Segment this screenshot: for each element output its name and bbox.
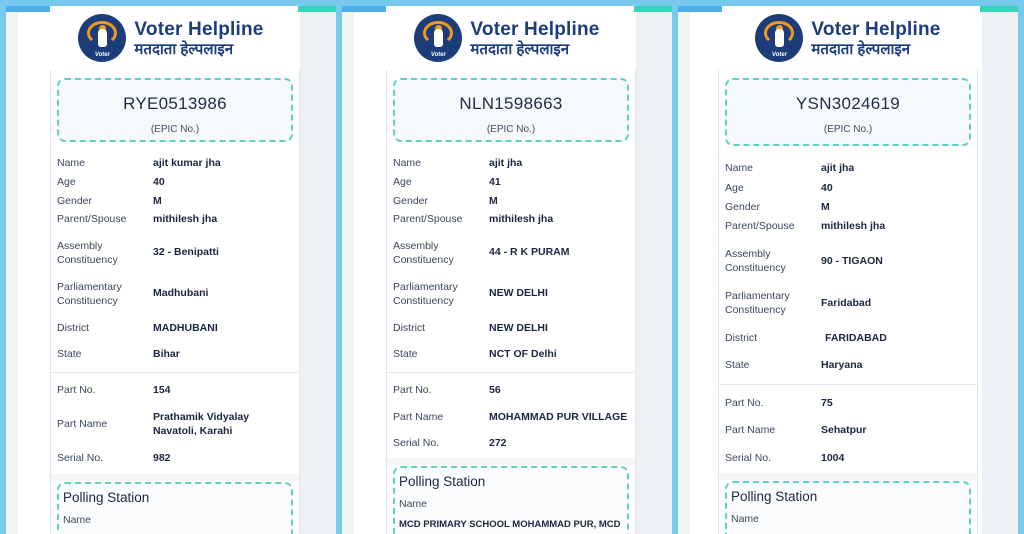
panel-margin bbox=[300, 6, 336, 534]
app-header bbox=[342, 10, 672, 66]
brand-name bbox=[811, 20, 940, 57]
section-divider bbox=[719, 384, 977, 385]
panel-margin bbox=[342, 6, 354, 534]
polling-station-title: Polling Station bbox=[399, 474, 486, 489]
epic-number: RYE0513986 bbox=[123, 94, 227, 113]
brand-title-hi: मतदाता हेल्पलाइन bbox=[134, 40, 234, 58]
polling-station-title: Polling Station bbox=[63, 490, 150, 505]
section-gap bbox=[719, 473, 977, 480]
voter-card-panel-3 bbox=[678, 6, 1018, 534]
voter-helpline-logo-icon: Voter bbox=[78, 14, 126, 62]
polling-station-name-label: Name bbox=[63, 514, 92, 526]
voter-helpline-logo-icon: Voter bbox=[755, 14, 803, 62]
panel-margin bbox=[6, 6, 18, 534]
brand-name bbox=[470, 20, 599, 57]
epic-number: NLN1598663 bbox=[459, 94, 563, 113]
epic-label: (EPIC No.) bbox=[823, 124, 873, 135]
polling-station-box bbox=[393, 466, 629, 534]
panel-margin bbox=[982, 6, 1018, 534]
polling-station-name-label: Name bbox=[731, 513, 760, 525]
section-divider bbox=[51, 372, 299, 373]
voter-card-panel-2 bbox=[342, 6, 672, 534]
section-gap bbox=[387, 458, 635, 465]
brand-title-en: Voter Helpline bbox=[811, 18, 941, 40]
voter-details-card: YSN3024619 (EPIC No.) Name ajit jha Age 40 Gender M Parent/Spouse mithilesh jha Assembly Constituency 90 - TIGAON Parliamentary Constituency Faridabad District FARIDABAD State Haryana Part No. 75 Part Name Sehatpur Serial No. 1004 Polling Station Name bbox=[718, 70, 978, 534]
voter-details-card: RYE0513986 (EPIC No.) Name ajit kumar jha Age 40 Gender M Parent/Spouse mithilesh jha Assembly Constituency 32 - Benipatti Parliamentary Constituency Madhubani District MADHUBANI State Bihar Part No. 154 Part Name Prathamik Vidyalay Navatoli, Karahi Serial No. 982 Polling Station Name bbox=[50, 70, 300, 534]
epic-number: YSN3024619 bbox=[795, 94, 901, 113]
polling-station-name-value: MCD PRIMARY SCHOOL MOHAMMAD PUR, MCD bbox=[399, 519, 621, 530]
polling-station-title: Polling Station bbox=[731, 489, 818, 504]
epic-number-box bbox=[725, 78, 971, 146]
epic-label: (EPIC No.) bbox=[486, 124, 536, 135]
epic-number-box bbox=[57, 78, 293, 142]
section-gap bbox=[51, 474, 299, 481]
brand-name bbox=[134, 20, 263, 57]
voter-details-card: NLN1598663 (EPIC No.) Name ajit jha Age 41 Gender M Parent/Spouse mithilesh jha Assembly Constituency 44 - R K PURAM Parliamentary Constituency NEW DELHI District NEW DELHI State NCT OF Delhi Part No. 56 Part Name MOHAMMAD PUR VILLAGE Serial No. 272 Polling Station Name MCD PRIMARY SCHOOL MOHAMMAD PUR, MCD bbox=[386, 70, 636, 534]
polling-station-box bbox=[57, 482, 293, 534]
app-header bbox=[678, 10, 1018, 66]
voter-helpline-logo-icon: Voter bbox=[414, 14, 462, 62]
voter-card-panel-1 bbox=[6, 6, 336, 534]
panel-margin bbox=[678, 6, 690, 534]
brand-title-en: Voter Helpline bbox=[470, 18, 600, 40]
brand-title-hi: मतदाता हेल्पलाइन bbox=[811, 40, 911, 58]
brand-title-hi: मतदाता हेल्पलाइन bbox=[470, 40, 570, 58]
polling-station-box bbox=[725, 481, 971, 534]
app-header bbox=[6, 10, 336, 66]
section-divider bbox=[387, 372, 635, 373]
epic-label: (EPIC No.) bbox=[150, 124, 200, 135]
polling-station-name-label: Name bbox=[399, 498, 428, 510]
panel-margin bbox=[636, 6, 672, 534]
brand-title-en: Voter Helpline bbox=[134, 18, 264, 40]
epic-number-box bbox=[393, 78, 629, 142]
